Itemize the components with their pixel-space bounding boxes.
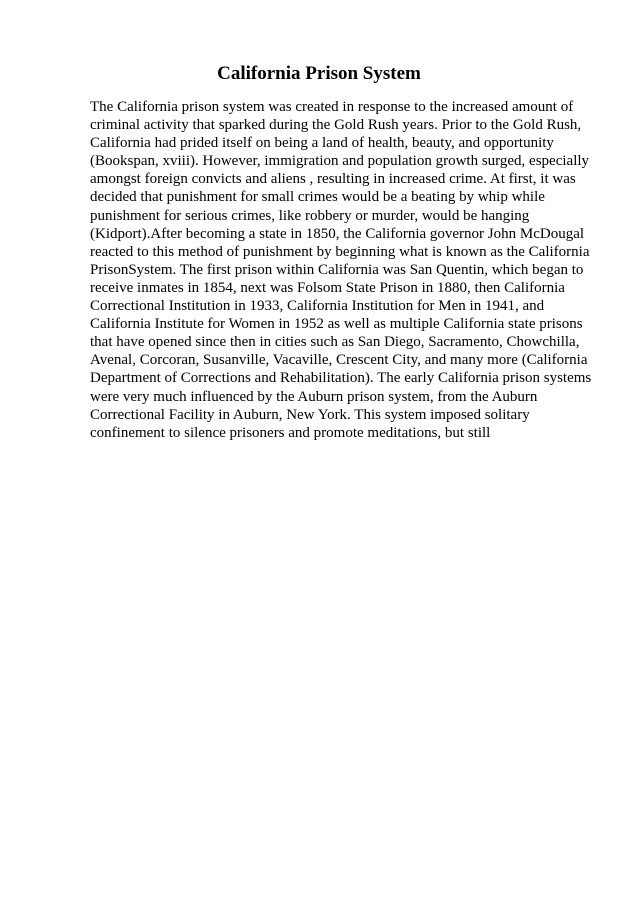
- text-line: receive inmates in 1854, next was Folsom State Prison in 1880, then California: [90, 279, 565, 296]
- text-line: California Institute for Women in 1952 as well as multiple California state prisons: [90, 316, 583, 333]
- text-line: criminal activity that sparked during the Gold Rush years. Prior to the Gold Rush,: [90, 117, 582, 134]
- text-line: reacted to this method of punishment by beginning what is known as the California: [90, 243, 590, 260]
- body-paragraph: [90, 98, 590, 442]
- text-line: Correctional Facility in Auburn, New York. This system imposed solitary: [90, 406, 530, 423]
- text-line: Avenal, Corcoran, Susanville, Vacaville, Crescent City, and many more (California: [90, 352, 588, 369]
- text-line: (Kidport).After becoming a state in 1850, the California governor John McDougal: [90, 225, 585, 242]
- text-line: Department of Corrections and Rehabilitation). The early California prison systems: [90, 370, 592, 387]
- page-title: California Prison System: [217, 63, 421, 84]
- text-line: California had prided itself on being a land of health, beauty, and opportunity: [90, 135, 554, 152]
- text-line: The California prison system was created in response to the increased amount of: [90, 99, 574, 115]
- text-line: punishment for serious crimes, like robbery or murder, would be hanging: [90, 207, 530, 224]
- text-line: were very much influenced by the Auburn prison system, from the Auburn: [90, 388, 538, 405]
- text-line: amongst foreign convicts and aliens , resulting in increased crime. At first, it was: [90, 171, 576, 188]
- text-line: Correctional Institution in 1933, California Institution for Men in 1941, and: [90, 298, 545, 315]
- text-line: (Bookspan, xviii). However, immigration and population growth surged, especially: [90, 153, 590, 170]
- text-line: decided that punishment for small crimes would be a beating by whip while: [90, 189, 545, 206]
- text-line: that have opened since then in cities such as San Diego, Sacramento, Chowchilla,: [90, 334, 580, 351]
- text-line: PrisonSystem. The first prison within California was San Quentin, which began to: [90, 261, 584, 278]
- text-line: confinement to silence prisoners and promote meditations, but still: [90, 424, 491, 441]
